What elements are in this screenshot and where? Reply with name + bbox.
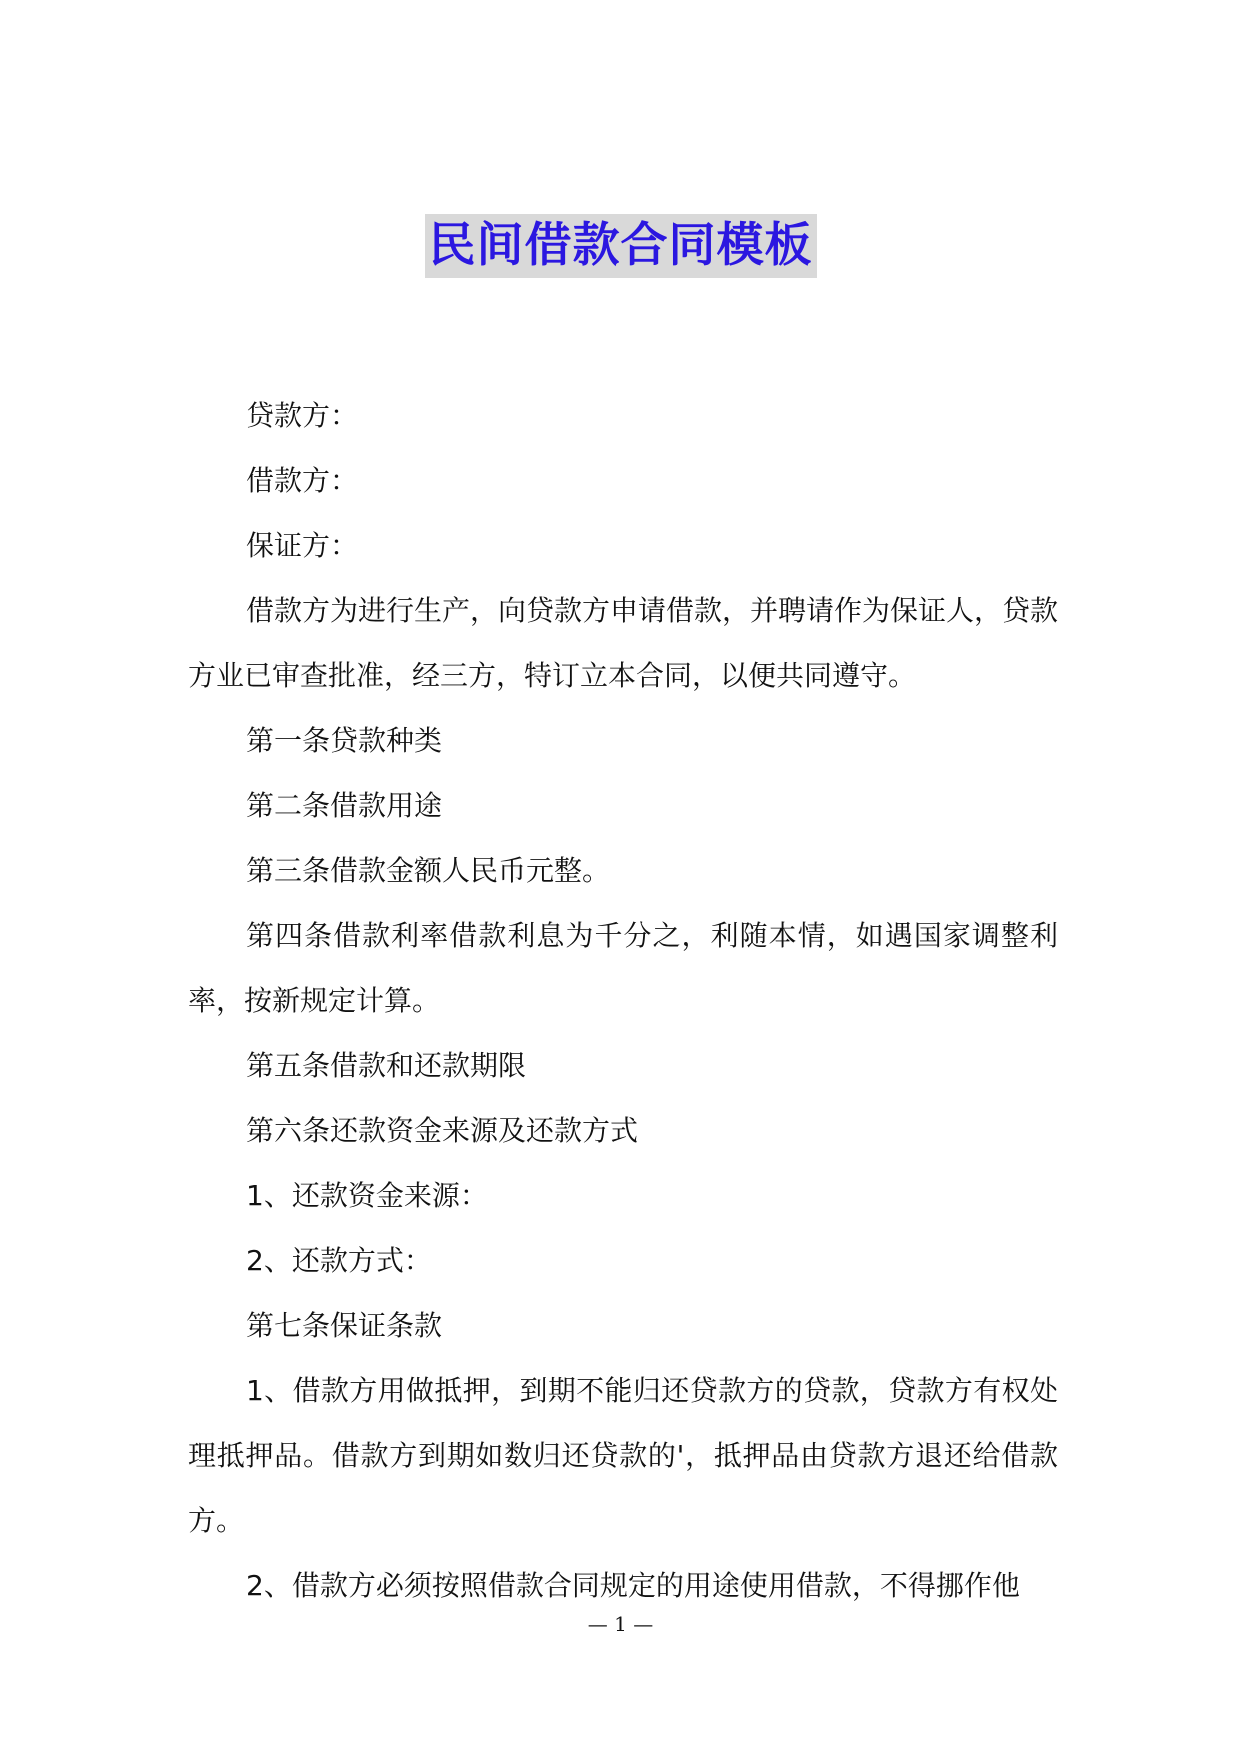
paragraph-guarantee-clause-2: 2、借款方必须按照借款合同规定的用途使用借款，不得挪作他	[246, 1569, 1020, 1602]
paragraph-repayment-source: 1、还款资金来源：	[246, 1179, 488, 1212]
paragraph-guarantee-clause-1: 1、借款方用做抵押，到期不能归还贷款方的贷款，贷款方有权处理抵押品。借款方到期如数归还贷款的'，抵押品由贷款方退还给借款方。	[188, 1374, 1058, 1537]
paragraph-article-2: 第二条借款用途	[246, 789, 443, 822]
paragraph-article-3: 第三条借款金额人民币元整。	[246, 854, 611, 887]
paragraph-guarantor: 保证方：	[246, 529, 359, 562]
paragraph-article-7: 第七条保证条款	[246, 1309, 443, 1342]
paragraph-lender: 贷款方：	[246, 399, 359, 432]
paragraph-article-4: 第四条借款利率借款利息为千分之，利随本情，如遇国家调整利率，按新规定计算。	[188, 919, 1058, 1017]
document-title: 民间借款合同模板	[425, 214, 817, 278]
paragraph-article-1: 第一条贷款种类	[246, 724, 443, 757]
document-body	[188, 383, 1058, 1618]
paragraph-borrower: 借款方：	[246, 464, 359, 497]
page-number: — 1 —	[587, 1612, 654, 1636]
paragraph-preamble: 借款方为进行生产，向贷款方申请借款，并聘请作为保证人，贷款方业已审查批准，经三方，特订立本合同，以便共同遵守。	[188, 594, 1059, 692]
paragraph-repayment-method: 2、还款方式：	[246, 1244, 432, 1277]
paragraph-article-5: 第五条借款和还款期限	[246, 1049, 527, 1082]
title-container	[0, 214, 1241, 278]
paragraph-article-6: 第六条还款资金来源及还款方式	[246, 1114, 639, 1147]
